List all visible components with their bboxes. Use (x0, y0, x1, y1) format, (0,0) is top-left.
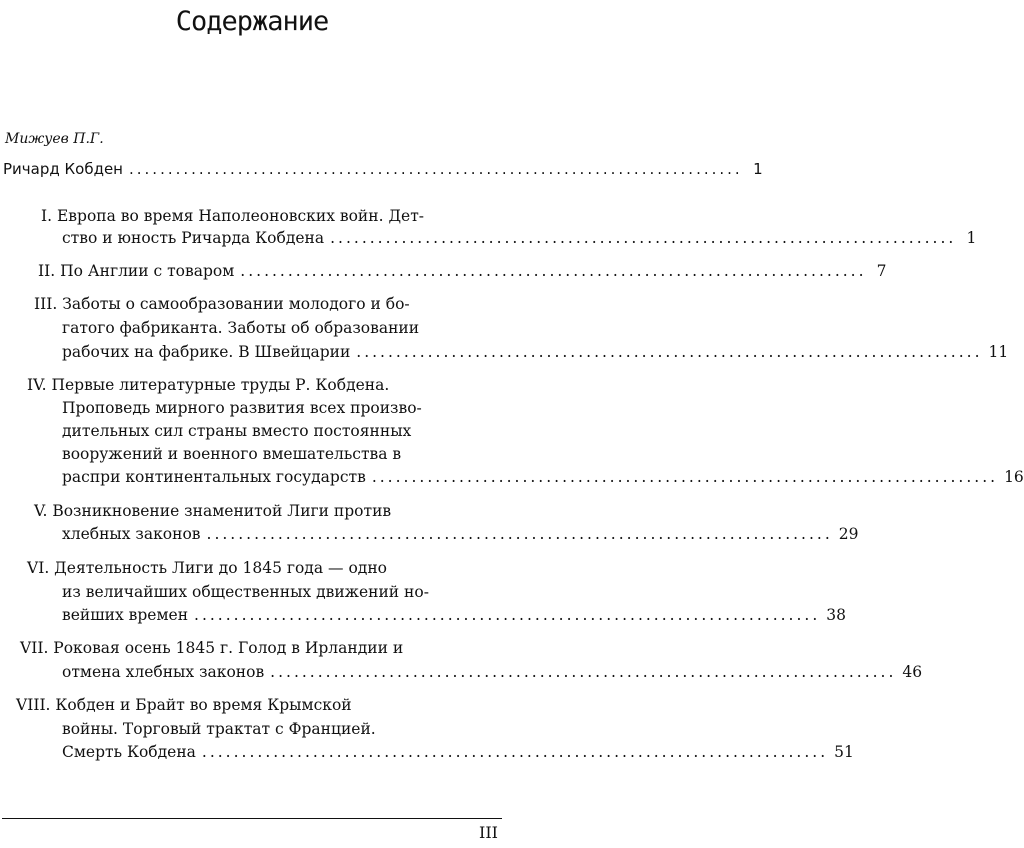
dot-leader: ............................................................................... (194, 606, 821, 624)
chapter-line[interactable]: I. Европа во время Наполеоновских войн. Дет- (41, 207, 425, 225)
chapter-entry[interactable] (62, 522, 859, 546)
chapter-line[interactable]: дительных сил страны вместо постоянных (62, 422, 412, 440)
chapter-line: рабочих на фабрике. В Швейцарии (62, 343, 351, 361)
page-number: 38 (826, 606, 846, 624)
chapter-line[interactable]: V. Возникновение знаменитой Лиги против (34, 502, 392, 520)
page-number: 16 (1004, 468, 1024, 486)
dot-leader: ............................................................................... (371, 468, 999, 486)
page-number: 1 (966, 229, 977, 247)
footer-page-number: III (479, 823, 498, 842)
page-title: Содержание (175, 6, 329, 37)
chapter-entry[interactable] (62, 603, 846, 627)
chapter-entry[interactable] (62, 740, 854, 764)
chapter-entry[interactable] (62, 465, 1024, 489)
chapter-line[interactable]: гатого фабриканта. Заботы об образовании (62, 319, 420, 337)
chapter-line: отмена хлебных законов (62, 663, 265, 681)
chapter-line[interactable]: VI. Деятельность Лиги до 1845 года — одно (27, 559, 387, 577)
dot-leader: ............................................................................... (270, 663, 897, 681)
footer-divider (2, 818, 502, 819)
dot-leader: ............................................................................... (129, 160, 743, 178)
chapter-line[interactable]: Проповедь мирного развития всех произво- (62, 399, 422, 417)
chapter-line[interactable]: VII. Роковая осень 1845 г. Голод в Ирландии и (20, 639, 404, 657)
chapter-line: хлебных законов (62, 525, 201, 543)
page-number: 46 (902, 663, 923, 681)
dot-leader: ............................................................................... (201, 743, 829, 761)
book-title: Ричард Кобден (3, 160, 123, 178)
page-number: 51 (834, 743, 854, 761)
chapter-entry[interactable] (38, 259, 887, 283)
author-name: Мижуев П.Г. (5, 131, 104, 147)
chapter-entry[interactable] (62, 340, 1009, 364)
dot-leader: ............................................................................... (240, 262, 867, 280)
chapter-line[interactable]: III. Заботы о самообразовании молодого и бо- (34, 295, 410, 313)
chapter-line: распри континентальных государств (62, 468, 366, 486)
dot-leader: ............................................................................... (356, 343, 983, 361)
page-number: 11 (988, 343, 1009, 361)
chapter-entry[interactable] (62, 660, 923, 684)
chapter-line: ство и юность Ричарда Кобдена (62, 229, 325, 247)
chapter-line: Смерть Кобдена (62, 743, 196, 761)
page-number: 29 (838, 525, 859, 543)
chapter-entry[interactable] (62, 226, 977, 250)
chapter-line[interactable]: IV. Первые литературные труды Р. Кобдена. (27, 376, 390, 394)
chapter-line[interactable]: из величайших общественных движений но- (62, 583, 429, 601)
chapter-line[interactable]: войны. Торговый трактат с Францией. (62, 720, 376, 738)
page-number: 7 (876, 262, 887, 280)
chapter-line[interactable]: вооружений и военного вмешательства в (62, 445, 402, 463)
chapter-line[interactable]: VIII. Кобден и Брайт во время Крымской (16, 696, 352, 714)
book-entry[interactable] (3, 157, 763, 181)
dot-leader: ............................................................................... (206, 525, 833, 543)
page-number: 1 (753, 160, 763, 178)
dot-leader: ............................................................................... (330, 229, 957, 247)
chapter-line: II. По Англии с товаром (38, 262, 235, 280)
chapter-line: вейших времен (62, 606, 189, 624)
